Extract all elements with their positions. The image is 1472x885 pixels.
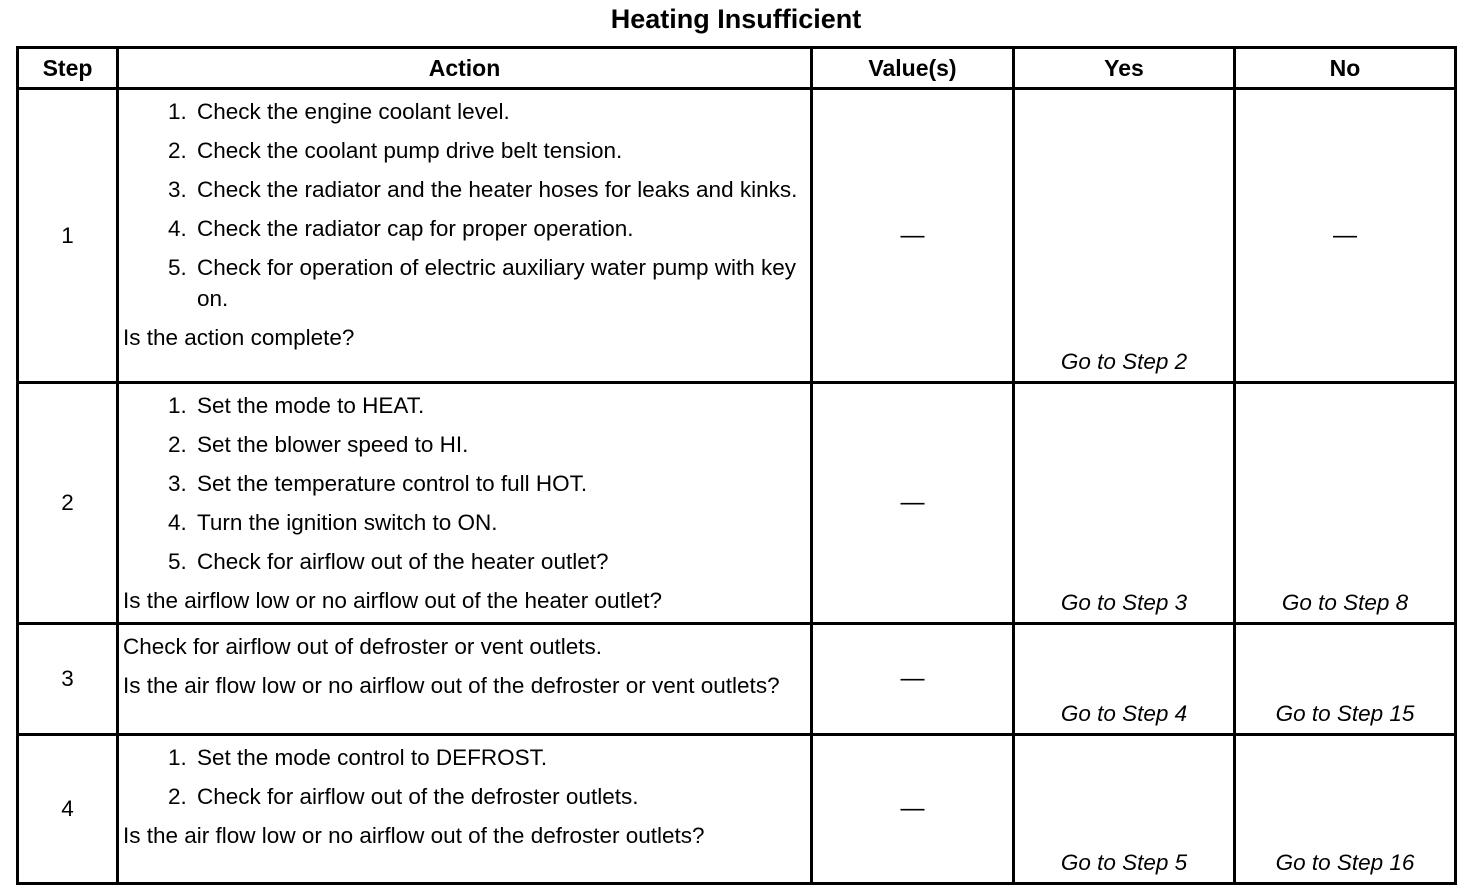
- value-cell: —: [812, 89, 1014, 383]
- table-row: [18, 624, 1456, 735]
- action-cell: [118, 383, 812, 624]
- action-item: 2. Check for airflow out of the defroster outlets.: [193, 781, 800, 812]
- value-cell: —: [812, 735, 1014, 884]
- step-number: 4: [18, 735, 118, 884]
- action-item: 1. Check the engine coolant level.: [193, 96, 800, 127]
- yes-cell: Go to Step 4: [1014, 624, 1235, 735]
- step-number: 2: [18, 383, 118, 624]
- action-instruction: Check for airflow out of defroster or vent outlets.: [123, 634, 602, 659]
- no-cell: Go to Step 16: [1235, 735, 1456, 884]
- action-item: 4. Check the radiator cap for proper operation.: [193, 213, 800, 244]
- value-cell: —: [812, 383, 1014, 624]
- action-item: 3. Check the radiator and the heater hoses for leaks and kinks.: [193, 174, 800, 205]
- yes-cell: Go to Step 2: [1014, 89, 1235, 383]
- action-item: 2. Set the blower speed to HI.: [193, 429, 800, 460]
- action-item: 2. Check the coolant pump drive belt tension.: [193, 135, 800, 166]
- table-row: [18, 383, 1456, 624]
- action-cell: [118, 624, 812, 735]
- action-list: [123, 390, 800, 577]
- header-step: Step: [18, 48, 118, 89]
- action-item: 4. Turn the ignition switch to ON.: [193, 507, 800, 538]
- action-item: 1. Set the mode control to DEFROST.: [193, 742, 800, 773]
- no-cell: —: [1235, 89, 1456, 383]
- action-item: 3. Set the temperature control to full HOT.: [193, 468, 800, 499]
- yes-cell: Go to Step 3: [1014, 383, 1235, 624]
- header-action: Action: [118, 48, 812, 89]
- action-list: [123, 96, 800, 314]
- action-cell: [118, 735, 812, 884]
- action-list: [123, 742, 800, 812]
- action-question: Is the airflow low or no airflow out of the heater outlet?: [123, 588, 663, 613]
- table-row: [18, 89, 1456, 383]
- header-row: [18, 48, 1456, 89]
- action-item: 5. Check for operation of electric auxiliary water pump with key on.: [193, 252, 800, 314]
- diagnostic-table: [16, 46, 1457, 885]
- action-cell: [118, 89, 812, 383]
- yes-cell: Go to Step 5: [1014, 735, 1235, 884]
- action-question: Is the action complete?: [123, 325, 355, 350]
- header-yes: Yes: [1014, 48, 1235, 89]
- header-no: No: [1235, 48, 1456, 89]
- value-cell: —: [812, 624, 1014, 735]
- action-item: 1. Set the mode to HEAT.: [193, 390, 800, 421]
- action-question: Is the air flow low or no airflow out of the defroster or vent outlets?: [123, 673, 780, 698]
- page-title: Heating Insufficient: [610, 4, 862, 34]
- action-question: Is the air flow low or no airflow out of the defroster outlets?: [123, 823, 705, 848]
- no-cell: Go to Step 15: [1235, 624, 1456, 735]
- action-item: 5. Check for airflow out of the heater outlet?: [193, 546, 800, 577]
- table-row: [18, 735, 1456, 884]
- step-number: 3: [18, 624, 118, 735]
- no-cell: Go to Step 8: [1235, 383, 1456, 624]
- step-number: 1: [18, 89, 118, 383]
- header-values: Value(s): [812, 48, 1014, 89]
